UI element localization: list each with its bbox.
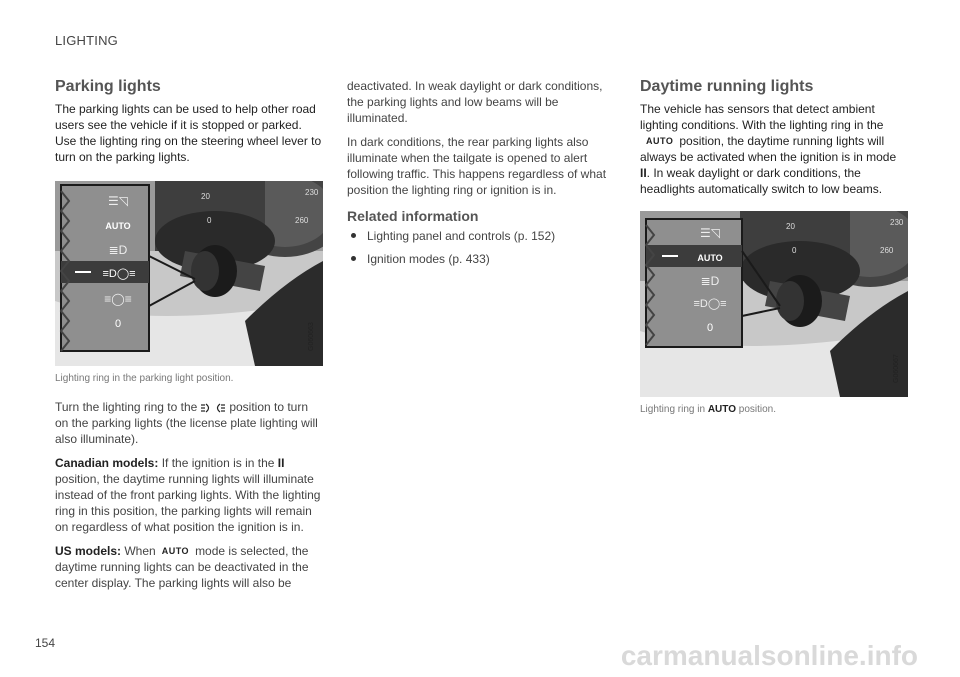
us-models-paragraph: US models: When AUTO mode is selected, the daytime running lights can be deactivated in the center display. The parking lights will also be [55, 544, 309, 590]
ring-zero-label: 0 [114, 318, 122, 330]
svg-text:≡D◯≡: ≡D◯≡ [102, 268, 136, 280]
figure-auto-position [640, 211, 908, 397]
gauge-tick: 260 [880, 246, 894, 255]
continuation-paragraph: deactivated. In weak daylight or dark conditions, the parking lights and low beams will be illuminated. [347, 79, 603, 125]
svg-text:≡D◯≡: ≡D◯≡ [693, 298, 727, 310]
figure-parking-light-position [55, 181, 323, 366]
ring-auto-label: AUTO [105, 221, 131, 231]
column-daytime-running-lights [640, 78, 908, 430]
ring-auto-label: AUTO [697, 253, 723, 263]
gauge-tick: 260 [295, 216, 309, 225]
gauge-tick: 20 [201, 192, 210, 201]
lighting-ring-parking-illustration [55, 181, 323, 366]
parking-lights-heading: Parking lights [55, 78, 161, 95]
svg-text:☰◹: ☰◹ [108, 194, 128, 208]
svg-text:☰◹: ☰◹ [700, 226, 720, 240]
turn-ring-paragraph: Turn the lighting ring to the position to turn on the parking lights (the license plate lighting will also illuminate). [55, 400, 318, 446]
column-continuation [347, 78, 615, 274]
figure-code: G060663 [308, 322, 315, 351]
gauge-tick: 0 [792, 246, 797, 255]
figure-caption: Lighting ring in the parking light position. [55, 373, 234, 384]
page-number: 154 [35, 636, 56, 650]
column-parking-lights [55, 78, 323, 599]
related-information-heading: Related information [347, 208, 479, 224]
parking-lights-intro: The parking lights can be used to help other road users see the vehicle if it is stopped or parked. Use the lighting ring on the steering wheel lever to turn on the parking lights. [55, 102, 322, 164]
auto-mode-glyph: AUTO [646, 136, 674, 146]
ring-zero-label: 0 [706, 322, 714, 334]
lighting-ring-auto-illustration [640, 211, 908, 397]
section-header: LIGHTING [55, 33, 118, 48]
svg-text:≡◯≡: ≡◯≡ [104, 292, 132, 306]
gauge-tick: 0 [207, 216, 212, 225]
svg-text:≣D: ≣D [108, 243, 128, 257]
gauge-tick: 20 [786, 222, 795, 231]
related-links-list [347, 228, 615, 267]
gauge-tick: 230 [890, 218, 904, 227]
canadian-models-paragraph: Canadian models: If the ignition is in the II position, the daytime running lights will illuminate instead of the front parking lights. With the lighting ring in this position, the parking lights will remain on regardless of what position the ignition is in. [55, 456, 321, 534]
figure-caption: Lighting ring in AUTO position. [640, 404, 777, 415]
gauge-tick: 230 [305, 188, 319, 197]
parking-light-icon [201, 403, 225, 413]
auto-mode-glyph: AUTO [161, 546, 190, 556]
daytime-running-lights-heading: Daytime running lights [640, 78, 814, 95]
svg-text:≣D: ≣D [700, 274, 720, 288]
related-link-ignition-modes[interactable]: Ignition modes (p. 433) [347, 251, 615, 267]
figure-code: G060667 [893, 354, 900, 383]
rear-parking-lights-paragraph: In dark conditions, the rear parking lights also illuminate when the tailgate is opened to alert following traffic. This happens regardless of what position the lighting ring or ignition is in. [347, 135, 607, 197]
related-link-lighting-panel[interactable]: Lighting panel and controls (p. 152) [347, 228, 615, 244]
daytime-intro-paragraph: The vehicle has sensors that detect ambient lighting conditions. With the lighting ring in theAUTO position, the daytime running lights will always be activated when the ignition is in mode II. In weak daylight or dark conditions, the headlights automatically switch to low beams. [640, 102, 897, 196]
watermark-text: carmanualsonline.info [620, 640, 918, 671]
